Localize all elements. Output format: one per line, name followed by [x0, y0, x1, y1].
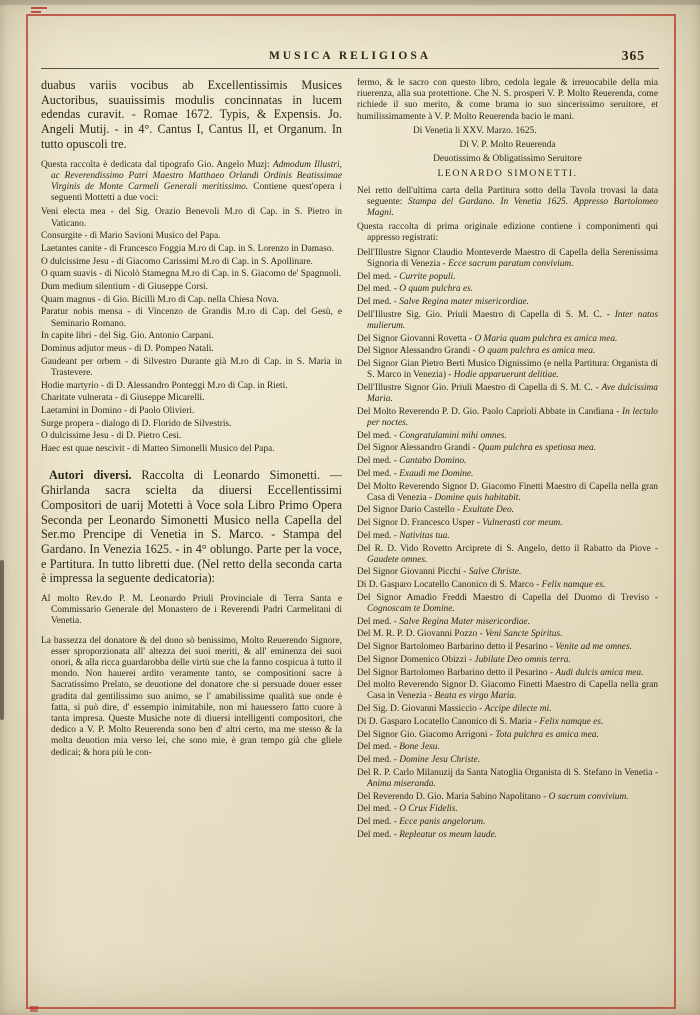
work-incipit: Vulnerasti cor meum. [482, 518, 563, 529]
work-incipit: Cantabo Domino. [399, 456, 467, 467]
dateline: Di Venetia li XXV. Marzo. 1625. [413, 125, 537, 136]
closing-line: Deuotissimo & Obligatissimo Seruitore [433, 154, 582, 165]
work-entry [357, 518, 658, 529]
work-entry [357, 248, 658, 270]
work-attribution: Di D. Gasparo Locatello Canonico di S. Marco - [357, 580, 542, 591]
work-attribution: Del Signor Bartolomeo Barbarino detto il Pesarino - [357, 642, 556, 653]
work-attribution: Del R. D. Vido Rovetto Arciprete di S. Angelo, detto il Rabatto da Piove - [357, 543, 658, 554]
work-attribution: Del Signor Alessandro Grandi - [357, 346, 479, 357]
work-attribution: Del Sig. D. Giovanni Massiccio - [357, 704, 485, 715]
intro-paragraph: duabus variis vocibus ab Excellentissimis Musices Auctoribus, suauissimis modulis concinnatas in lucem edendas curavit. - Romae 1672. Typis, & Expensis. Jo. Angeli Mutij. - in 4°. Cantus I, Cantus II, et Organum. In tutto opuscoli tre. [41, 78, 342, 151]
work-incipit: Currite populi. [399, 271, 456, 282]
dedication-note-title: Admodum Illustri, ac Reverendissimo Patri Maestro Matthaeo Orlandi Ordinis Beatissimae Virginis de Monte Carmeli Generali meritissimo. [51, 159, 342, 192]
work-attribution: Del Signor Giovanni Picchi - [357, 567, 469, 578]
work-attribution: Del med. - [357, 829, 400, 840]
work-attribution: Dell'Illustre Signor Claudio Monteverde Maestro di Capella della Serenissima Signoria di Venezia - [357, 247, 658, 269]
motet-entry: Laetamini in Domino - di Paolo Olivieri. [41, 406, 195, 417]
work-incipit: Ave dulcissima Maria. [367, 382, 658, 405]
scan-edge-artifact [0, 560, 4, 720]
section-autori-diversi [41, 468, 342, 586]
work-entry [357, 642, 658, 653]
motet-entry: Surge propera - dialogo di D. Florido de Silvestris. [41, 418, 232, 429]
work-incipit: Tota pulchra es amica mea. [495, 729, 599, 740]
work-incipit: Nativitas tua. [399, 530, 450, 541]
work-incipit: O quam pulchra es. [399, 284, 474, 295]
signature-line: LEONARDO SIMONETTI. [437, 168, 578, 180]
work-entry [357, 755, 658, 766]
work-incipit: Salve Christe. [468, 567, 522, 578]
work-entry [357, 544, 658, 566]
work-attribution: Del med. - [357, 616, 400, 627]
work-entry [357, 531, 658, 542]
section-body: Raccolta di Leonardo Simonetti. — Ghirlanda sacra scielta da diuersi Eccellentissimi Compositori de uarij Motetti à Voce sola Libro Primo Opera Seconda per Leonardo Simonetti Musico nella Capella del Ser.mo Prencipe di Venetia in S. Marco. - Stampa del Gardano. In Venezia 1625. - in 4° oblungo. Parte per la voce, e Partitura. In tutto libretti due. (Nel retto della seconda carta è impressa la seguente dedicatoria): [41, 468, 342, 586]
work-incipit: Anima miseranda. [367, 778, 436, 789]
page-number: 365 [621, 48, 645, 63]
work-attribution: Del Signor Giovanni Rovetta - [357, 333, 475, 344]
red-corner-tick [31, 11, 41, 13]
scan-top-shade [0, 0, 700, 5]
work-entry [357, 505, 658, 516]
work-incipit: Exaudi me Domine. [399, 468, 474, 479]
work-entry [357, 768, 658, 790]
motet-entry: Gaudeant per orbem - di Silvestro Durante già M.ro di Cap. in S. Maria in Trastevere. [41, 356, 342, 378]
motet-entry: O dulcissime Jesu - di D. Pietro Cesi. [41, 431, 182, 442]
work-entry [357, 717, 658, 728]
work-attribution: Del Signor Gian Pietro Berti Musico Dignissimo (e nella Partitura: Organista di S. Marco in Venezia) - [357, 358, 658, 381]
work-attribution: Del Molto Reverendo Signor D. Giacomo Finetti Maestro di Capella nella gran Casa di Venezia - [357, 481, 658, 503]
colophon-lead: Nel retto dell'ultima carta della Partitura sotto della Tavola trovasi la data seguente: [357, 185, 658, 207]
work-entry [357, 830, 658, 841]
work-attribution: Del Signor Amadio Freddi Maestro di Capella del Duomo di Treviso - [357, 592, 658, 603]
motet-entry: Charitate vulnerata - di Giuseppe Micarelli. [41, 393, 205, 404]
work-entry [357, 272, 658, 283]
motet-entry: Dum medium silentium - di Giuseppe Corsi. [41, 282, 208, 293]
two-column-layout [41, 78, 659, 842]
work-attribution: Dell'Illustre Sig. Gio. Priuli Maestro di Capella di S. M. C. - [357, 309, 615, 320]
work-entry [357, 655, 658, 666]
section-heading: Autori diversi. [49, 468, 132, 483]
right-column [357, 78, 658, 842]
motet-entry: Quam magnus - di Gio. Bicilli M.ro di Cap. nella Chiesa Nova. [41, 294, 279, 305]
work-attribution: Del med. - [357, 530, 400, 541]
work-attribution: Del Signor D. Francesco Usper - [357, 518, 483, 529]
motet-entry: Haec est quae nescivit - di Matteo Simonelli Musico del Papa. [41, 444, 275, 455]
work-incipit: Veni Sancte Spiritus. [485, 629, 563, 640]
work-attribution: Di D. Gasparo Locatello Canonico di S. Maria - [357, 716, 540, 727]
work-attribution: Dell'Illustre Signor Gio. Priuli Maestro di Capella di S. M. C. - [357, 382, 602, 393]
work-entry [357, 284, 658, 295]
red-corner-tick [31, 7, 47, 9]
work-attribution: Del R. P. Carlo Milanuzij da Santa Natoglia Organista di S. Stefano in Venetia - [357, 767, 658, 778]
work-entry [357, 617, 658, 628]
work-attribution: Del med. - [357, 816, 400, 827]
motet-entry: Veni electa mea - del Sig. Orazio Benevoli M.ro di Cap. in S. Pietro in Vaticano. [41, 207, 342, 229]
work-incipit: Exultate Deo. [462, 505, 514, 516]
colophon-note [357, 186, 658, 220]
work-incipit: Beata es virgo Maria. [434, 691, 517, 702]
work-entry [357, 359, 658, 381]
continuation-paragraph: fermo, & le sacro con questo libro, cedola legale & irreuocabile della mia riuerenza, alla sua protettione. Che N. S. prosperi V. P. Molto Reuerenda, come richiede il suo merito, & come brama io suo sincerissimo seruitore, et humilissimamente à V. P. Molto Reuerenda bacio le mani. [357, 78, 658, 122]
work-attribution: Del Signor Domenico Obizzi - [357, 654, 475, 665]
work-attribution: Del med. - [357, 430, 400, 441]
work-incipit: Bone Jesu. [399, 742, 440, 753]
registry-note: Questa raccolta di prima originale edizione contiene i componimenti qui appresso registrati: [357, 222, 658, 244]
work-entry [357, 704, 658, 715]
motet-entry: Paratur nobis mensa - di Vincenzo de Grandis M.ro di Cap. del Gesù, e Seminario Romano. [41, 307, 342, 329]
running-title: MUSICA RELIGIOSA [268, 50, 432, 62]
works-list [357, 248, 658, 841]
work-incipit: Venite ad me omnes. [555, 642, 632, 653]
work-incipit: Salve Regina mater misericordiae. [399, 296, 530, 307]
page-header [41, 48, 659, 69]
work-incipit: Domine Jesu Christe. [399, 754, 481, 765]
work-attribution: Del M. R. P. D. Giovanni Pozzo - [357, 629, 486, 640]
dedication-note [41, 160, 342, 205]
work-incipit: Ecce sacrum paratum convivium. [448, 258, 574, 269]
work-incipit: O Crux Fidelis. [399, 804, 458, 815]
work-attribution: Del Signor Alessandro Grandi - [357, 443, 479, 454]
work-incipit: Repleatur os meum laude. [399, 829, 498, 840]
salutation-line: Di V. P. Molto Reuerenda [459, 140, 556, 151]
work-attribution: Del med. - [357, 296, 400, 307]
motet-entry: Dominus adjutor meus - di D. Pompeo Natali. [41, 344, 214, 355]
motet-entry: In capite libri - del Sig. Gio. Antonio Carpani. [41, 331, 214, 342]
work-incipit: Accipe dilecte mi. [484, 704, 552, 715]
work-attribution: Del med. - [357, 754, 400, 765]
dedication-body: La bassezza del donatore & del dono sò benissimo, Molto Reuerendo Signore, esser sproporzionata all' altezza dei suoi meriti, & all' eminenza dei suoi onori, & alla ricca guardarobba delle virtù sue che la fanno cospicua à tutto il mondo. Non hauerei ardito veramente tanto, se compositioni sacre à Sacratissimo Prelato, se deuotione del donatore che si persuade douer esser gradita dal gentilissimo suo animo, se l' amabilissime qualità sue onde è fatta, si può dire, d' essempio inimitabile, non mi hauessero fatto cuore à tanta impresa. Queste Musiche note di diuersi intelligenti compositori, che dedico a V. P. Molto Reuerenda sono ben d' altri certo, ma me stesso & la molta deuotion mia verso lei, che sono mie, è gran tempo già che gliele dedicai; & hora più le con- [41, 635, 342, 758]
work-entry [357, 443, 658, 454]
motet-entry: O dulcissime Jesu - di Giacomo Carissimi M.ro di Cap. in S. Apollinare. [41, 256, 313, 267]
work-entry [357, 804, 658, 815]
work-incipit: Quam pulchra es spetiosa mea. [478, 443, 597, 454]
work-entry [357, 680, 658, 702]
work-incipit: Congratulamini mihi omnes. [399, 430, 507, 441]
work-entry [357, 297, 658, 308]
motet-entry: Laetantes canite - di Francesco Foggia M.ro di Cap. in S. Lorenzo in Damaso. [41, 243, 334, 254]
work-entry [357, 792, 658, 803]
work-entry [357, 629, 658, 640]
work-attribution: Del Molto Reverendo P. D. Gio. Paolo Caprioli Abbate in Candiana - [357, 406, 623, 417]
work-incipit: O sacrum convivium. [548, 791, 629, 802]
work-entry [357, 469, 658, 480]
work-incipit: Cognoscam te Domine. [367, 604, 455, 615]
work-entry [357, 346, 658, 357]
work-entry [357, 567, 658, 578]
work-incipit: O Maria quam pulchra es amica mea. [474, 333, 618, 344]
work-attribution: Del med. - [357, 456, 400, 467]
colophon-imprint: Stampa del Gardano. In Venetia 1625. Appresso Bartolomeo Magni. [367, 196, 658, 219]
work-attribution: Del Reverendo D. Gio. Maria Sabino Napolitano - [357, 791, 549, 802]
work-incipit: Salve Regina Mater misericordiae. [399, 616, 531, 627]
motet-list [41, 207, 342, 455]
page-content [41, 48, 659, 1001]
work-entry [357, 742, 658, 753]
work-entry [357, 482, 658, 504]
motet-entry: Consurgite - di Mario Savioni Musico del Papa. [41, 231, 221, 242]
dedication-note-tail: Contiene quest'opera i seguenti Mottetti a due voci: [51, 181, 342, 204]
motet-entry: O quam suavis - di Nicolò Stamegna M.ro di Cap. in S. Giacomo de' Spagnuoli. [41, 269, 342, 280]
work-incipit: Hodie apparuerunt delitiae. [453, 370, 559, 381]
work-attribution: Del med. - [357, 742, 400, 753]
work-incipit: Felix namque es. [541, 580, 606, 591]
work-incipit: Ecce panis angelorum. [399, 816, 486, 827]
motet-entry: Hodie martyrio - di D. Alessandro Ponteggi M.ro di Cap. in Rieti. [41, 380, 288, 391]
work-incipit: In lectulo per noctes. [367, 406, 658, 428]
work-attribution: Del med. - [357, 271, 400, 282]
dedicatee-paragraph: Al molto Rev.do P. M. Leonardo Priuli Provinciale di Terra Santa e Commissario Generale del Monastero de i Reverendi Padri Carmelitani di Venetia. [41, 594, 342, 627]
work-attribution: Del med. - [357, 804, 400, 815]
work-entry [357, 431, 658, 442]
work-incipit: Inter natos mulierum. [367, 309, 659, 331]
work-entry [357, 817, 658, 828]
work-incipit: O quam pulchra es amica mea. [478, 346, 596, 357]
work-incipit: Domine quis habitabit. [434, 492, 521, 503]
red-corner-tick [30, 1006, 38, 1012]
work-attribution: Del molto Reverendo Signor D. Giacomo Finetti Maestro di Capella nella gran Casa in Venezia - [357, 680, 658, 702]
work-incipit: Felix namque es. [539, 716, 604, 727]
work-entry [357, 593, 658, 615]
work-entry [357, 310, 658, 332]
left-column [41, 78, 342, 842]
work-incipit: Audi dulcis amica mea. [555, 667, 644, 678]
work-entry [357, 407, 658, 429]
work-attribution: Del med. - [357, 468, 400, 479]
work-incipit: Jubilate Deo omnis terra. [474, 654, 571, 665]
work-entry [357, 580, 658, 591]
work-incipit: Gaudete omnes. [367, 554, 428, 565]
work-attribution: Del med. - [357, 284, 400, 295]
work-entry [357, 456, 658, 467]
work-attribution: Del Signor Bartolomeo Barbarino detto il Pesarino - [357, 667, 556, 678]
work-entry [357, 334, 658, 345]
work-entry [357, 383, 658, 405]
dedication-note-lead: Questa raccolta è dedicata dal tipografo Gio. Angelo Muzj: [41, 159, 273, 170]
work-entry [357, 730, 658, 741]
work-attribution: Del Signor Dario Castello - [357, 505, 463, 516]
work-attribution: Del Signor Gio. Giacomo Arrigoni - [357, 729, 496, 740]
work-entry [357, 668, 658, 679]
